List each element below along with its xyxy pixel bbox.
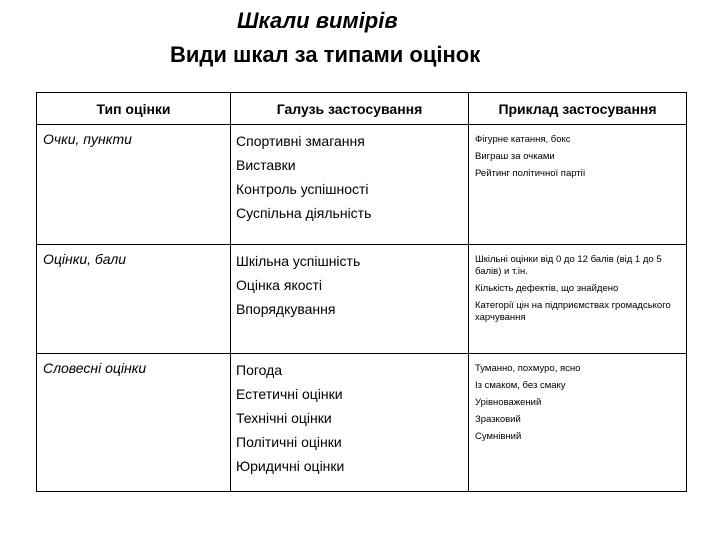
field-item: Спортивні змагання [236, 133, 365, 149]
example-item: Кількість дефектів, що знайдено [475, 283, 619, 294]
example-item: Туманно, похмуро, ясно [475, 363, 581, 374]
field-item: Суспільна діяльність [236, 205, 372, 221]
header-example: Приклад застосування [469, 93, 687, 125]
example-item: Сумнівний [475, 431, 522, 442]
example-item: Із смаком, без смаку [475, 380, 566, 391]
header-type: Тип оцінки [37, 93, 231, 125]
cell-fields [231, 245, 469, 354]
cell-type: Словесні оцінки [37, 354, 231, 492]
example-item: Урівноважений [475, 397, 542, 408]
field-item: Погода [236, 362, 283, 378]
cell-type: Очки, пункти [37, 125, 231, 245]
example-item: Фігурне катання, бокс [475, 134, 571, 145]
example-item: Категорії цін на підприємствах громадського харчування [475, 300, 671, 323]
example-item: Рейтинг політичної партії [475, 168, 586, 179]
field-item: Оцінка якості [236, 277, 323, 293]
field-item: Контроль успішності [236, 181, 369, 197]
slide-subtitle: Види шкал за типами оцінок [170, 42, 481, 67]
example-item: Виграш за очками [475, 151, 555, 162]
example-item: Зразковий [475, 414, 521, 425]
table-header-row [37, 93, 687, 125]
cell-examples [469, 125, 687, 245]
cell-fields [231, 125, 469, 245]
table-row [37, 125, 687, 245]
example-item: Шкільні оцінки від 0 до 12 балів (від 1 до 5 балів) и т.ін. [475, 254, 662, 277]
field-item: Виставки [236, 157, 296, 173]
field-item: Технічні оцінки [236, 410, 332, 426]
slide-title: Шкали вимірів [237, 8, 398, 33]
header-field: Галузь застосування [231, 93, 469, 125]
field-item: Шкільна успішність [236, 253, 361, 269]
field-item: Впорядкування [236, 301, 336, 317]
cell-examples [469, 354, 687, 492]
cell-fields [231, 354, 469, 492]
table-row [37, 245, 687, 354]
cell-examples [469, 245, 687, 354]
field-item: Естетичні оцінки [236, 386, 343, 402]
field-item: Політичні оцінки [236, 434, 342, 450]
table-row [37, 354, 687, 492]
scales-table [36, 92, 687, 492]
cell-type: Оцінки, бали [37, 245, 231, 354]
field-item: Юридичні оцінки [236, 458, 345, 474]
